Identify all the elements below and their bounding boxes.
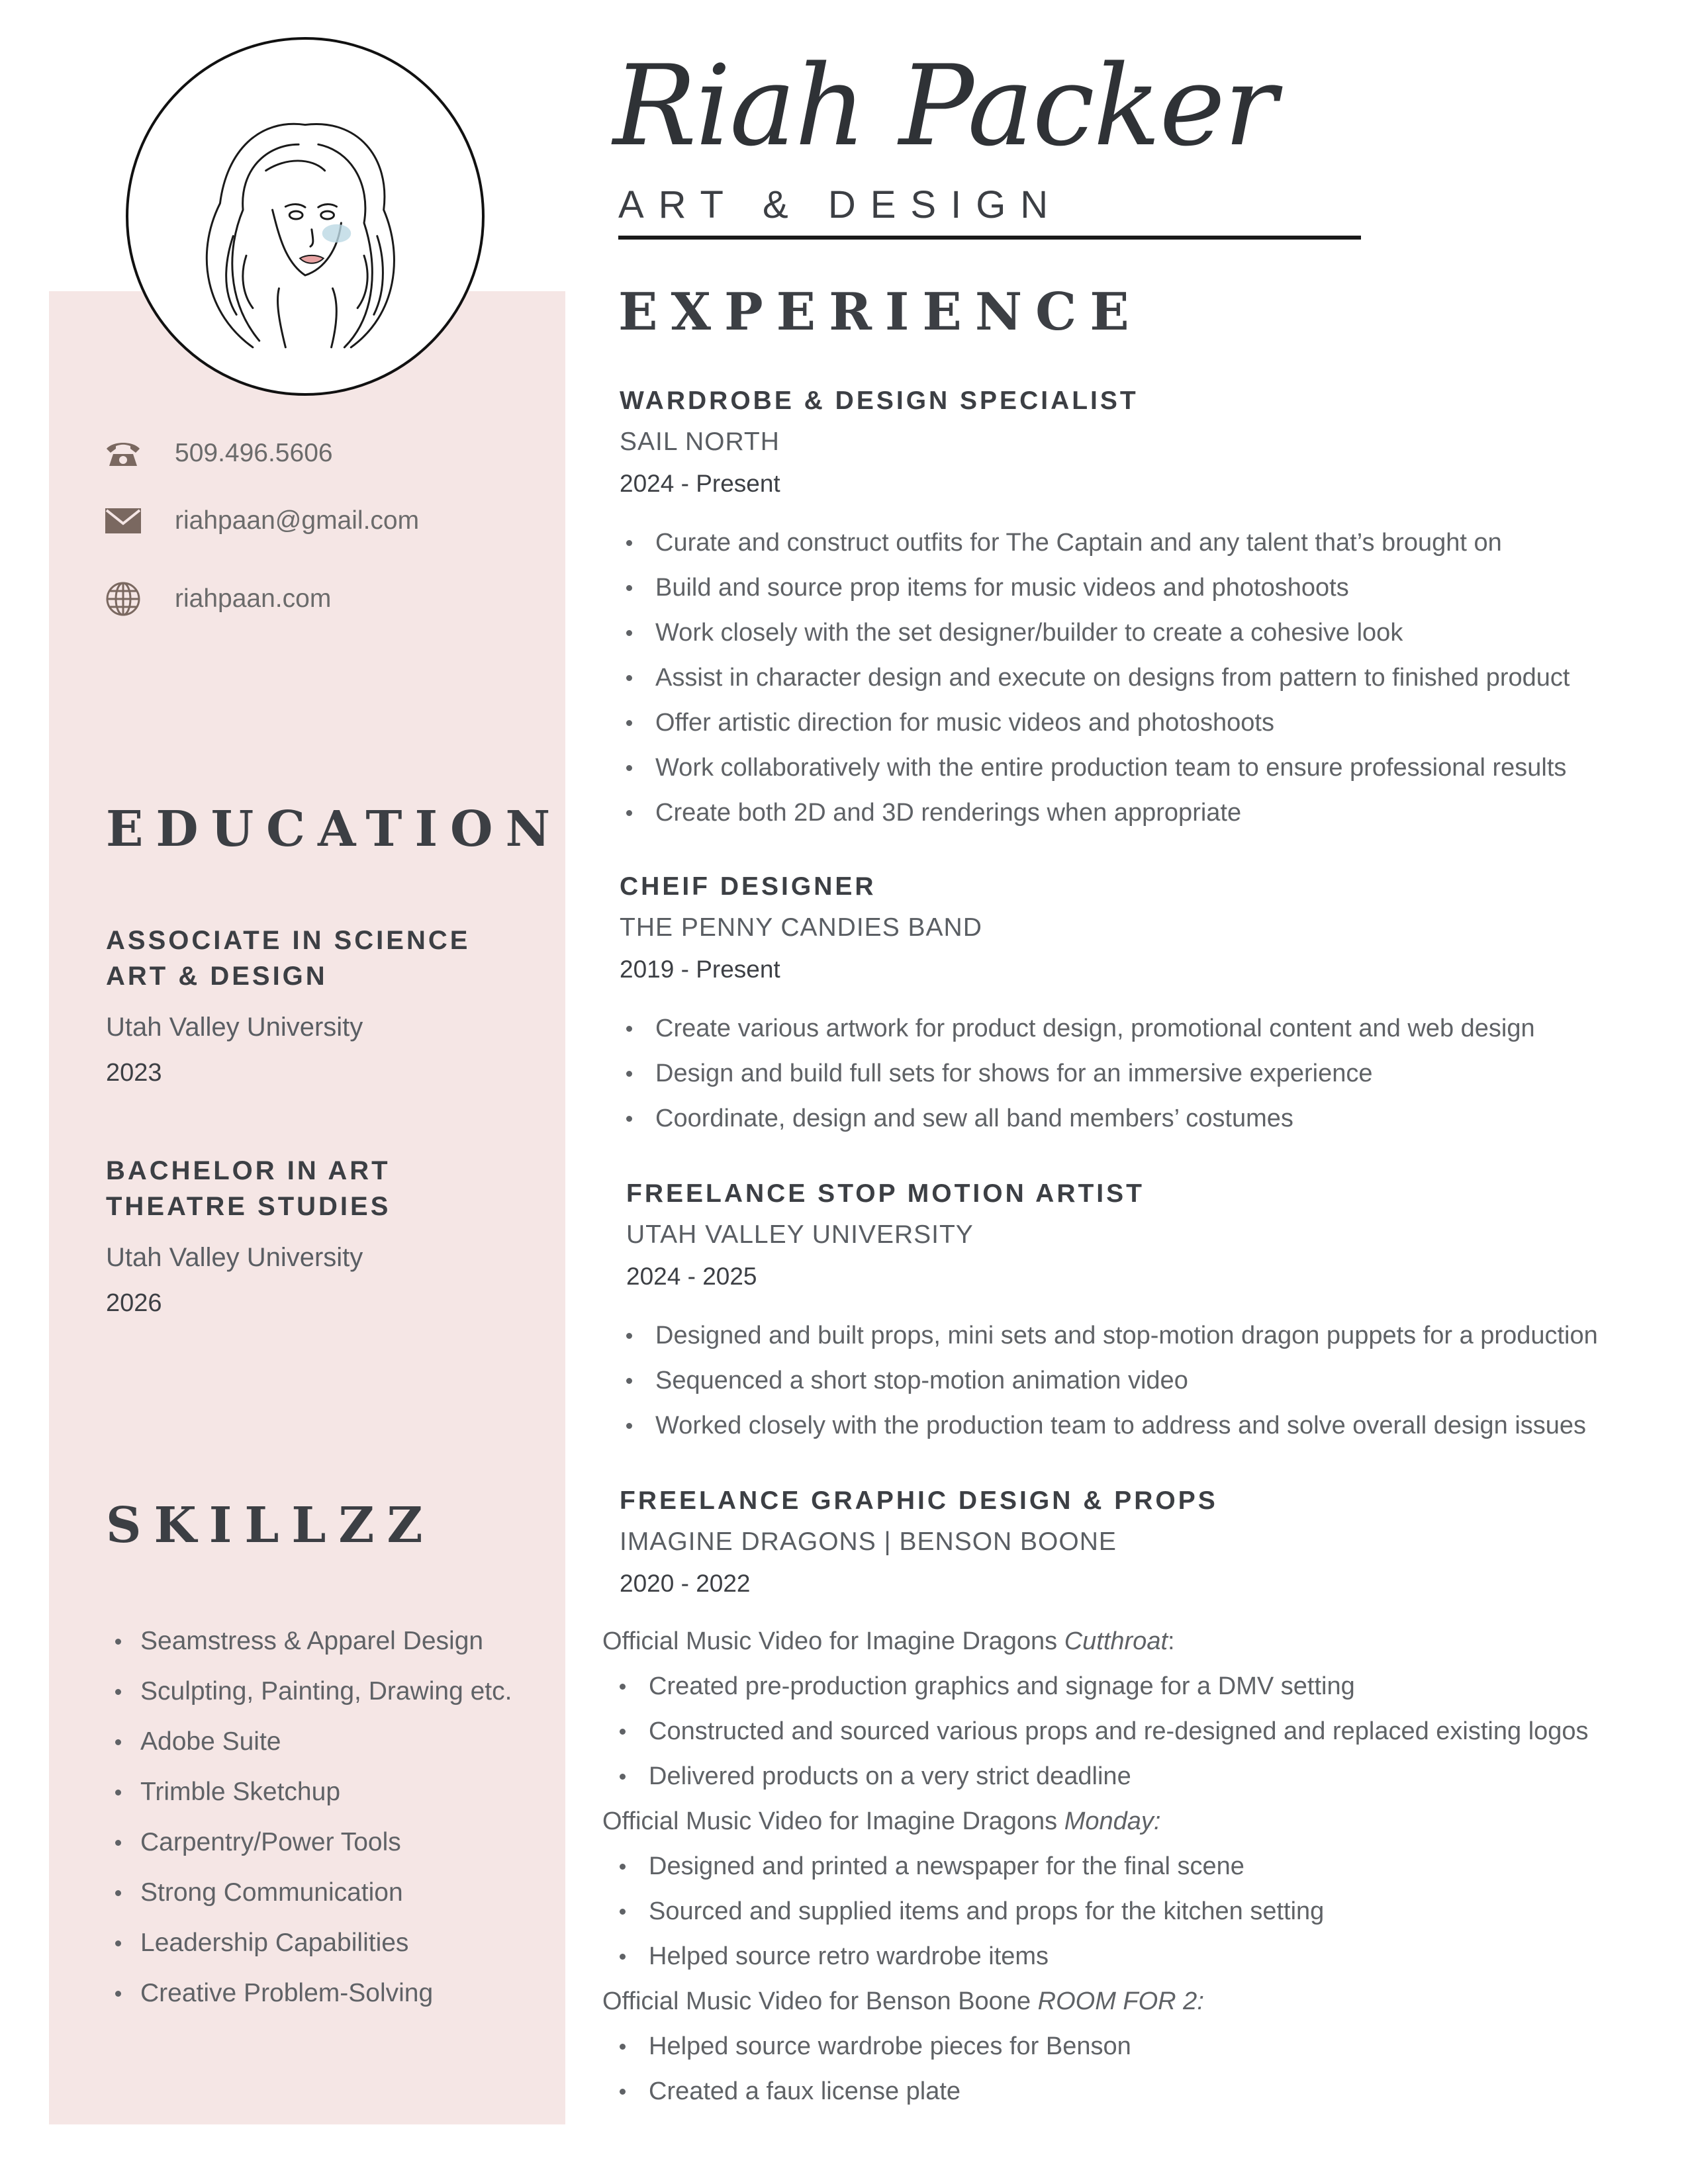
list-item: Design and build full sets for shows for an immersive experience bbox=[621, 1051, 1535, 1096]
list-item: Carpentry/Power Tools bbox=[106, 1817, 512, 1868]
skills-heading: SKILLZZ bbox=[106, 1497, 436, 1554]
list-item: Create both 2D and 3D renderings when appropriate bbox=[621, 790, 1570, 835]
avatar bbox=[126, 37, 485, 396]
label-prefix: Official Music Video for Imagine Dragons bbox=[602, 1807, 1064, 1835]
education-year-2: 2026 bbox=[106, 1289, 162, 1317]
education-school-2: Utah Valley University bbox=[106, 1243, 363, 1272]
degree-line-1: ASSOCIATE IN SCIENCE bbox=[106, 926, 471, 955]
job-dates: 2020 - 2022 bbox=[620, 1570, 751, 1597]
job-bullets bbox=[614, 2024, 1131, 2114]
list-item: Build and source prop items for music videos and photoshoots bbox=[621, 565, 1570, 610]
subtitle: ART & DESIGN bbox=[618, 183, 1063, 226]
education-degree-1 bbox=[106, 923, 470, 994]
list-item: Worked closely with the production team to address and solve overall design issues bbox=[621, 1403, 1598, 1448]
job-title: FREELANCE STOP MOTION ARTIST bbox=[626, 1179, 1145, 1208]
list-item: Coordinate, design and sew all band members’ costumes bbox=[621, 1096, 1535, 1141]
list-item: Assist in character design and execute on designs from pattern to finished product bbox=[621, 655, 1570, 700]
list-item: Creative Problem-Solving bbox=[106, 1968, 512, 2019]
list-item: Adobe Suite bbox=[106, 1717, 512, 1767]
list-item: Leadership Capabilities bbox=[106, 1918, 512, 1968]
music-video-label bbox=[602, 1979, 1204, 2024]
work-title: Cutthroat bbox=[1064, 1627, 1168, 1655]
list-item: Offer artistic direction for music videos and photoshoots bbox=[621, 700, 1570, 745]
label-prefix: Official Music Video for Benson Boone bbox=[602, 1987, 1038, 2015]
list-item: Created pre-production graphics and signage for a DMV setting bbox=[614, 1664, 1589, 1709]
list-item: Strong Communication bbox=[106, 1868, 512, 1918]
experience-heading: EXPERIENCE bbox=[618, 282, 1143, 342]
degree-line-2: ART & DESIGN bbox=[106, 962, 328, 991]
job-bullets bbox=[614, 1844, 1324, 1979]
contact-email[interactable] bbox=[103, 504, 419, 537]
job-company: UTAH VALLEY UNIVERSITY bbox=[626, 1220, 974, 1249]
job-dates: 2019 - Present bbox=[620, 956, 780, 983]
list-item: Sequenced a short stop-motion animation video bbox=[621, 1358, 1598, 1403]
job-bullets bbox=[621, 1006, 1535, 1141]
job-title: FREELANCE GRAPHIC DESIGN & PROPS bbox=[620, 1486, 1218, 1515]
education-heading: EDUCATION bbox=[106, 801, 563, 858]
list-item: Delivered products on a very strict deadline bbox=[614, 1754, 1589, 1799]
label-suffix: : bbox=[1168, 1627, 1175, 1655]
work-title: ROOM FOR 2: bbox=[1037, 1987, 1204, 2015]
list-item: Helped source retro wardrobe items bbox=[614, 1934, 1324, 1979]
list-item: Created a faux license plate bbox=[614, 2069, 1131, 2114]
label-prefix: Official Music Video for Imagine Dragons bbox=[602, 1627, 1064, 1655]
list-item: Create various artwork for product design, promotional content and web design bbox=[621, 1006, 1535, 1051]
job-title: CHEIF DESIGNER bbox=[620, 872, 876, 901]
phone-number: 509.496.5606 bbox=[175, 439, 333, 467]
list-item: Sourced and supplied items and props for the kitchen setting bbox=[614, 1889, 1324, 1934]
list-item: Seamstress & Apparel Design bbox=[106, 1616, 512, 1666]
job-company: THE PENNY CANDIES BAND bbox=[620, 913, 982, 942]
contact-phone[interactable] bbox=[103, 437, 333, 470]
education-school-1: Utah Valley University bbox=[106, 1013, 363, 1042]
degree-line-1: BACHELOR IN ART bbox=[106, 1156, 391, 1185]
mail-icon bbox=[103, 504, 143, 537]
education-year-1: 2023 bbox=[106, 1059, 162, 1087]
degree-line-2: THEATRE STUDIES bbox=[106, 1192, 391, 1221]
education-degree-2 bbox=[106, 1153, 391, 1224]
list-item: Helped source wardrobe pieces for Benson bbox=[614, 2024, 1131, 2069]
portrait-illustration bbox=[128, 40, 482, 393]
work-title: Monday: bbox=[1064, 1807, 1161, 1835]
job-company: SAIL NORTH bbox=[620, 428, 780, 456]
music-video-label bbox=[602, 1619, 1175, 1664]
skills-list bbox=[106, 1616, 512, 2019]
header-divider bbox=[618, 236, 1361, 240]
list-item: Work closely with the set designer/builder to create a cohesive look bbox=[621, 610, 1570, 655]
website-url: riahpaan.com bbox=[175, 584, 332, 613]
globe-icon bbox=[103, 582, 143, 615]
list-item: Constructed and sourced various props and re-designed and replaced existing logos bbox=[614, 1709, 1589, 1754]
list-item: Designed and built props, mini sets and stop-motion dragon puppets for a production bbox=[621, 1313, 1598, 1358]
phone-icon bbox=[103, 437, 143, 470]
music-video-label bbox=[602, 1799, 1160, 1844]
list-item: Work collaboratively with the entire production team to ensure professional results bbox=[621, 745, 1570, 790]
job-bullets bbox=[614, 1664, 1589, 1799]
job-bullets bbox=[621, 520, 1570, 835]
job-dates: 2024 - 2025 bbox=[626, 1263, 757, 1290]
list-item: Trimble Sketchup bbox=[106, 1767, 512, 1817]
name-signature: Riah Packer bbox=[613, 41, 1276, 171]
contact-website[interactable] bbox=[103, 582, 331, 615]
list-item: Designed and printed a newspaper for the final scene bbox=[614, 1844, 1324, 1889]
job-bullets bbox=[621, 1313, 1598, 1448]
job-company: IMAGINE DRAGONS | BENSON BOONE bbox=[620, 1527, 1117, 1556]
list-item: Sculpting, Painting, Drawing etc. bbox=[106, 1666, 512, 1717]
email-address: riahpaan@gmail.com bbox=[175, 506, 420, 535]
job-title: WARDROBE & DESIGN SPECIALIST bbox=[620, 387, 1139, 415]
job-dates: 2024 - Present bbox=[620, 470, 780, 497]
list-item: Curate and construct outfits for The Captain and any talent that’s brought on bbox=[621, 520, 1570, 565]
